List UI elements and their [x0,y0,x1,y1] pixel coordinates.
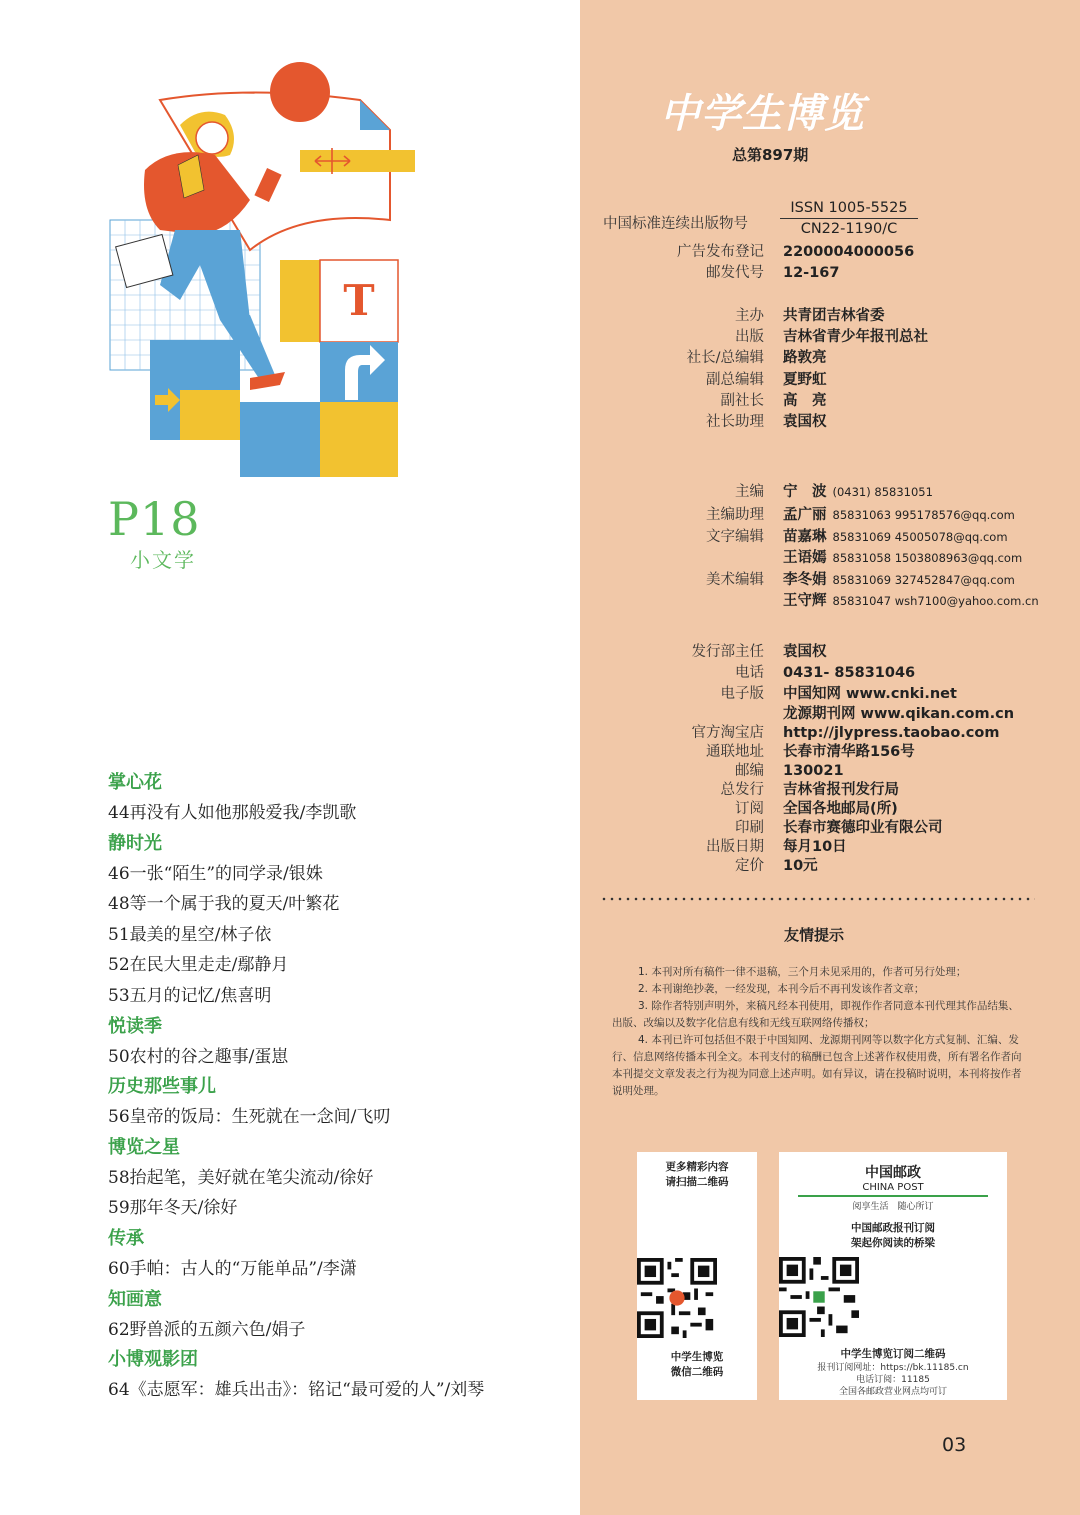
notice-text [612,964,1022,1100]
credit-value-text: 宁 波 [783,484,827,500]
credit-value-text: 12-167 [783,265,840,281]
credit-row [580,799,1080,820]
subscription-phone: 电话订阅：11185 [856,1375,930,1385]
credit-row [580,723,1080,744]
credit-row [580,837,1080,858]
credit-row [580,412,1080,433]
toc-section-heading: 传承 [108,1227,144,1249]
toc-entry[interactable]: 53五月的记忆/焦喜明 [108,985,272,1006]
credit-value [783,412,827,433]
credit-contact: 85831058 1503808963@qq.com [832,551,1023,565]
credit-value [783,799,898,820]
credit-row [580,548,1080,569]
issn-label: 中国标准连续出版物号 [603,216,748,232]
credit-value-text: 共青团吉林省委 [783,308,885,324]
toc-section-heading: 历史那些事儿 [108,1076,216,1098]
credit-contact: 85831047 wsh7100@yahoo.com.cn [832,594,1039,608]
qr-caption-top: 更多精彩内容 [665,1161,729,1173]
credit-value-text: 龙源期刊网 www.qikan.com.cn [783,706,1015,722]
toc-entry[interactable]: 48等一个属于我的夏天/叶繁花 [108,894,340,915]
credit-label: 主办 [735,308,764,324]
credit-value [783,527,1008,548]
wechat-qr-card [637,1152,757,1400]
credit-value-text: 吉林省报刊发行局 [783,782,899,798]
china-post-brand-en: CHINA POST [862,1182,924,1193]
credit-value-text: 苗嘉琳 [783,529,827,545]
credit-row [580,482,1080,503]
credit-value [783,663,915,684]
credit-label: 美术编辑 [706,572,764,588]
credit-label: 副总编辑 [706,372,764,388]
subscription-counter: 全国各邮政营业网点均可订 [838,1387,947,1397]
issn-value: ISSN 1005-5525 [780,200,918,219]
credit-value-text: 2200004000056 [783,244,915,260]
credit-value-text: 袁国权 [783,414,827,430]
credit-value-text: 夏野虹 [783,372,827,388]
credit-row [580,242,1080,263]
credit-label: 主编 [735,484,764,500]
credit-value [783,723,999,744]
credit-label: 印刷 [735,820,764,836]
credit-value-text: 王语嫣 [783,550,827,566]
credit-value [783,548,1022,569]
qr-caption-top: 请扫描二维码 [665,1176,729,1188]
cn-value: CN22-1190/C [800,221,898,237]
credit-label: 社长助理 [706,414,764,430]
credit-value [783,570,1015,591]
subscription-qr-code-icon[interactable] [779,1257,859,1337]
credit-row [580,856,1080,877]
notice-item: 2. 本刊谢绝抄袭，一经发现，本刊今后不再刊发该作者文章； [638,983,925,995]
credit-row [580,505,1080,526]
credit-row [580,391,1080,412]
credit-label: 电话 [735,665,764,681]
credit-row [580,306,1080,327]
credit-row [580,327,1080,348]
credit-value [783,704,1014,725]
credit-row [580,742,1080,763]
credit-value-text: 长春市赛德印业有限公司 [783,820,943,836]
credit-row [580,818,1080,839]
toc-entry[interactable]: 51最美的星空/林子依 [108,924,272,945]
credit-row [580,570,1080,591]
credit-label: 出版日期 [706,839,764,855]
credit-label: 定价 [735,858,764,874]
credit-value [783,306,885,327]
credit-value-text: 10元 [783,858,818,874]
credit-value-text: 袁国权 [783,644,827,660]
credit-value [783,837,847,858]
credit-label: 副社长 [720,393,764,409]
subscription-qr-caption: 中学生博览订阅二维码 [840,1348,946,1360]
qr-caption-bottom: 微信二维码 [670,1366,724,1378]
credit-value [783,761,844,782]
credit-row [580,348,1080,369]
toc-entry[interactable]: 58抬起笔，美好就在笔尖流动/徐好 [108,1167,374,1188]
toc-entry[interactable]: 46一张“陌生”的同学录/银姝 [108,863,323,884]
credit-label: 发行部主任 [691,644,764,660]
credit-row [580,642,1080,663]
credit-row [580,263,1080,284]
toc-entry[interactable]: 64《志愿军：雄兵出击》：铭记“最可爱的人”/刘琴 [108,1380,485,1401]
credit-value [783,242,914,263]
qr-caption-bottom: 中学生博览 [670,1351,724,1363]
credit-value-text: 王守辉 [783,593,827,609]
credit-value [783,505,1015,526]
feature-section-title: 小文学 [130,548,196,572]
toc-entry[interactable]: 56皇帝的饭局：生死就在一念间/飞叨 [108,1107,391,1128]
credit-label: 社长/总编辑 [686,350,764,366]
credit-label: 邮发代号 [706,265,764,281]
credit-value-text: 高 亮 [783,393,827,409]
credit-value-text: 路敦亮 [783,350,827,366]
china-post-line: 中国邮政报刊订阅 [851,1222,935,1234]
table-of-contents [108,768,568,1406]
notice-item: 4. 本刊已许可包括但不限于中国知网、龙源期刊网等以数字化方式复制、汇编、发行、信息网络传播本刊全文。本刊支付的稿酬已包含上述著作权使用费，所有署名作者向本刊提交文章发表之行为视为同意上述声明。如有异议，请在投稿时说明，本刊将按作者说明处理。 [612,1034,1022,1097]
credit-value-text: 全国各地邮局(所) [783,801,898,817]
credit-label: 官方淘宝店 [691,725,764,741]
feature-page-number: P18 [108,492,201,546]
credit-value [783,482,933,503]
credit-row [580,704,1080,725]
wechat-qr-code-icon[interactable] [637,1258,717,1338]
credit-row [580,761,1080,782]
credit-row [580,663,1080,684]
toc-section-heading: 掌心花 [108,772,162,793]
credit-contact: 85831069 327452847@qq.com [832,573,1015,587]
credit-contact: 85831063 995178576@qq.com [832,508,1015,522]
credit-value [783,684,957,705]
notice-item: 3. 除作者特别声明外，来稿凡经本刊使用，即视作作者同意本刊代理其作品结集、出版、改编以及数字化信息有线和无线互联网络传播权； [612,1000,1019,1029]
credit-value-text: http://jlypress.taobao.com [783,725,1000,741]
notice-item: 1. 本刊对所有稿件一律不退稿，三个月未见采用的，作者可另行处理； [638,966,967,978]
china-post-slogan: 阅享生活 随心所订 [852,1202,934,1212]
toc-entry[interactable]: 44再没有人如他那般爱我/李凯歌 [108,803,357,823]
credit-value [783,591,1039,612]
toc-section-heading: 知画意 [108,1288,162,1310]
credit-label: 广告发布登记 [677,244,764,260]
credit-label: 文字编辑 [706,529,764,545]
credit-value [783,742,915,763]
magazine-logo: 中学生博览 [660,91,865,137]
credit-value [783,818,943,839]
credit-value [783,263,839,284]
credit-row [580,527,1080,548]
credit-value-text: 长春市清华路156号 [783,744,915,760]
credit-label: 通联地址 [706,744,764,760]
credit-value-text: 130021 [783,763,844,779]
china-post-line: 架起你阅读的桥梁 [851,1237,935,1249]
toc-section-heading: 静时光 [108,832,162,854]
credit-value-text: 每月10日 [783,839,847,855]
credit-label: 总发行 [720,782,764,798]
credit-value [783,856,818,877]
credit-value-text: 吉林省青少年报刊总社 [783,329,928,345]
toc-entry[interactable]: 60手帕：古人的“万能单品”/李潇 [108,1258,357,1279]
credit-label: 主编助理 [706,507,764,523]
credit-label: 出版 [735,329,764,345]
credit-label: 邮编 [735,763,764,779]
illustration-letter: T [343,276,375,325]
toc-entry[interactable]: 62野兽派的五颜六色/娟子 [108,1319,306,1340]
credit-label: 电子版 [720,686,764,702]
china-post-brand: 中国邮政 [865,1165,921,1181]
toc-entry[interactable]: 59那年冬天/徐好 [108,1198,238,1219]
editorial-illustration [100,60,430,485]
brand-underline [798,1195,988,1197]
credit-value [783,642,827,663]
credit-value-text: 0431- 85831046 [783,665,916,681]
credit-value-text: 孟广丽 [783,507,827,523]
china-post-qr-card [779,1152,1007,1400]
credit-value [783,370,827,391]
credit-contact: (0431) 85831051 [832,485,933,499]
issue-number: 总第897期 [732,146,809,164]
dotted-divider [600,897,1035,901]
credit-label: 订阅 [735,801,764,817]
issn-box [780,200,918,237]
credit-contact: 85831069 45005078@qq.com [832,530,1008,544]
credit-value-text: 中国知网 www.cnki.net [783,686,957,702]
credit-row [580,370,1080,391]
credit-value [783,391,827,412]
credit-row [580,684,1080,705]
toc-section-heading: 悦读季 [108,1015,162,1037]
credit-value-text: 李冬娟 [783,572,827,588]
toc-section-heading: 小博观影团 [108,1349,198,1371]
toc-entry[interactable]: 52在民大里走走/鄢静月 [108,955,289,976]
toc-section-heading: 博览之星 [108,1136,180,1158]
toc-entry[interactable]: 50农村的谷之趣事/蛋崽 [108,1046,289,1067]
subscription-url: 报刊订阅网址：https://bk.11185.cn [817,1363,969,1373]
notice-title: 友情提示 [784,926,845,944]
page-number: 03 [942,1434,967,1456]
credit-value [783,780,899,801]
credit-row [580,780,1080,801]
credit-row [580,591,1080,612]
credit-value [783,348,827,369]
credit-value [783,327,928,348]
